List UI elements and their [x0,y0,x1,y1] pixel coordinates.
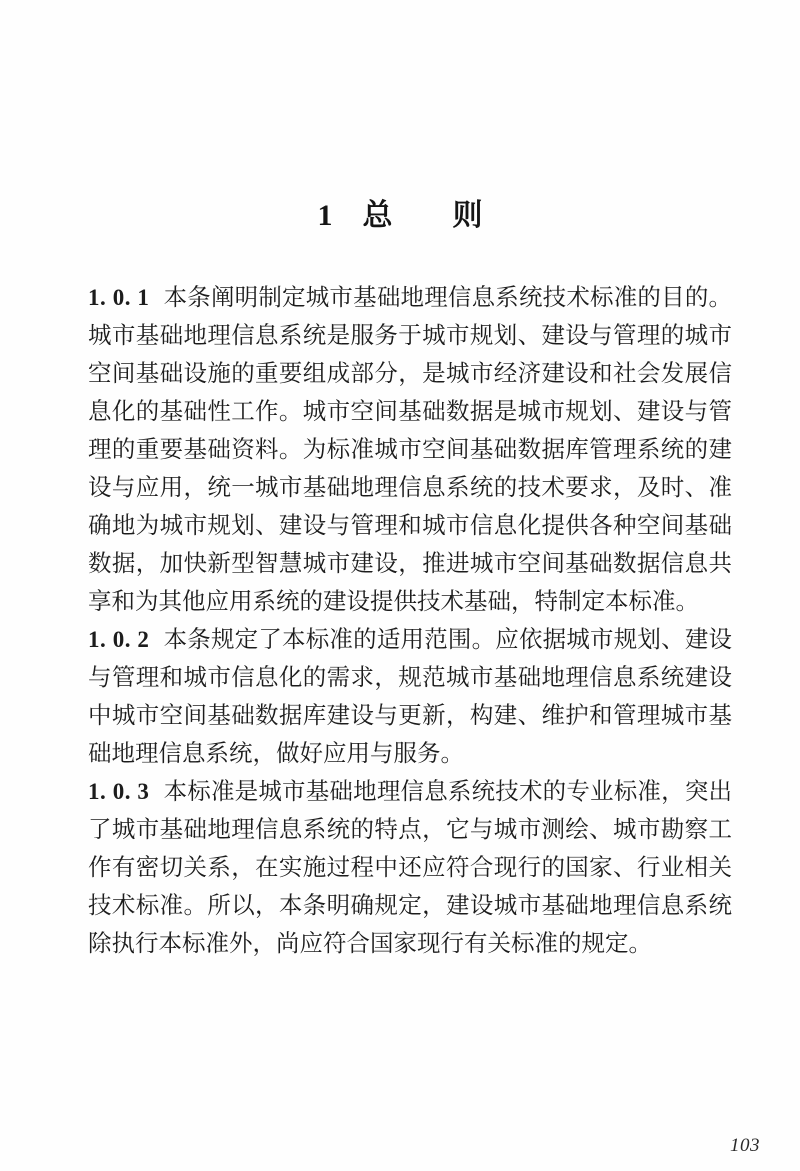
chapter-title: 1 总 则 [317,199,483,232]
clause-1-0-3 [88,773,732,963]
clause-body-1-0-1: 本条阐明制定城市基础地理信息系统技术标准的目的。城市基础地理信息系统是服务于城市规划、建设与管理的城市空间基础设施的重要组成部分，是城市经济建设和社会发展信息化的基础性工作。城市空间基础数据是城市规划、建设与管理的重要基础资料。为标准城市空间基础数据库管理系统的建设与应用，统一城市基础地理信息系统的技术要求，及时、准确地为城市规划、建设与管理和城市信息化提供各种空间基础数据，加快新型智慧城市建设，推进城市空间基础数据信息共享和为其他应用系统的建设提供技术基础，特制定本标准。 [88,285,733,615]
clause-number-1-0-3: 1. 0. 3 [88,779,150,804]
clause-body-1-0-3: 本标准是城市基础地理信息系统技术的专业标准，突出了城市基础地理信息系统的特点，它与城市测绘、城市勘察工作有密切关系，在实施过程中还应符合现行的国家、行业相关技术标准。所以，本条明确规定，建设城市基础地理信息系统除执行本标准外，尚应符合国家现行有关标准的规定。 [88,779,733,957]
body-text-block [88,279,732,963]
clause-body-1-0-2: 本条规定了本标准的适用范围。应依据城市规划、建设与管理和城市信息化的需求，规范城市基础地理信息系统建设中城市空间基础数据库建设与更新，构建、维护和管理城市基础地理信息系统，做好应用与服务。 [88,627,733,767]
clause-number-1-0-1: 1. 0. 1 [88,285,150,310]
clause-1-0-1 [88,279,732,621]
clause-number-1-0-2: 1. 0. 2 [88,627,150,652]
clause-1-0-2 [88,621,732,773]
page-number: 103 [730,1135,760,1156]
